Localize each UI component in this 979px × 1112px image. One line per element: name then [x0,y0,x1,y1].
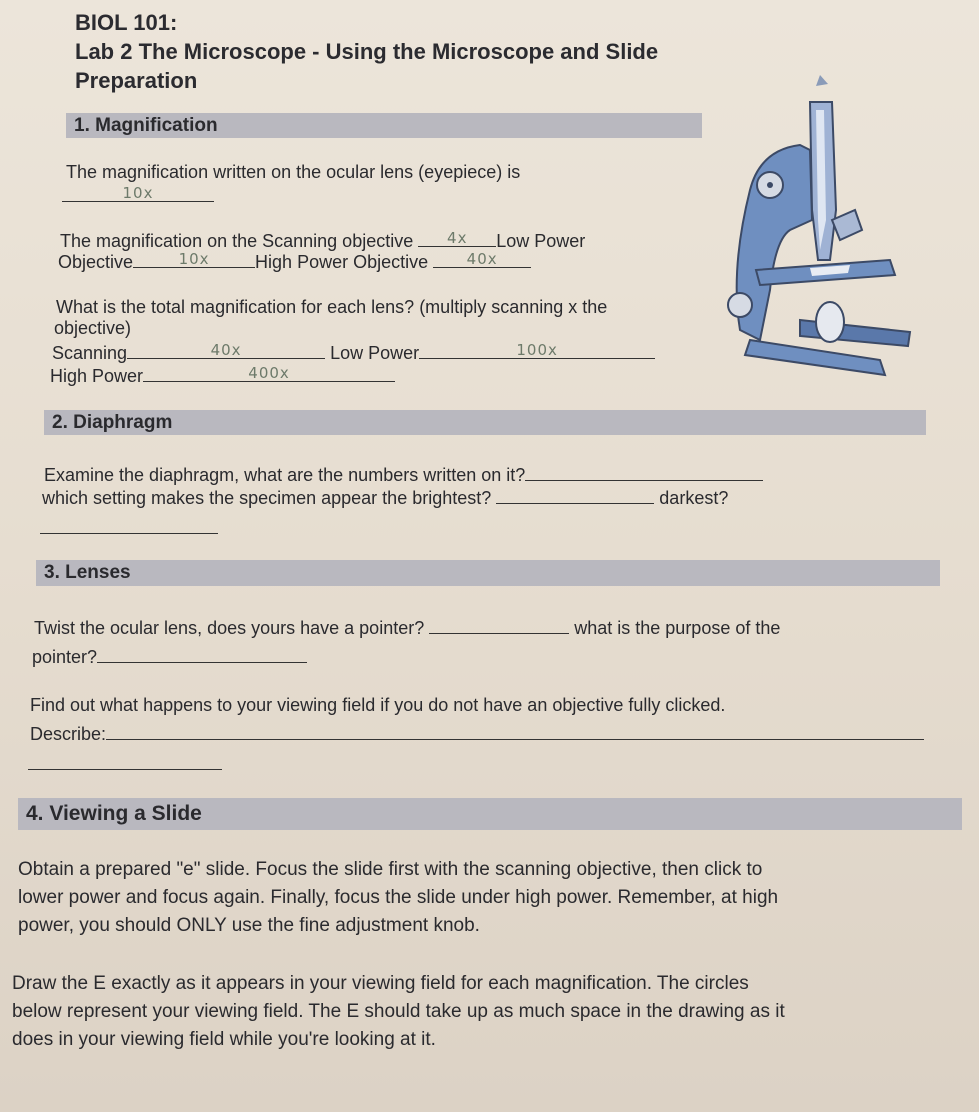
label-text: High Power Objective [255,252,429,272]
microscope-illustration [720,70,920,390]
handwritten-answer: 400x [248,364,290,382]
question-total-2 [54,318,131,339]
lab-title-line1: Lab 2 The Microscope - Using the Microscope and Slide [75,39,659,64]
label-text: darkest? [659,488,729,508]
label-text: Low Power [330,343,420,363]
answer-high-power-objective-field[interactable] [433,250,531,268]
handwritten-answer: 40x [210,341,242,359]
question-total [56,297,607,318]
answer-describe-field[interactable] [106,722,924,740]
handwritten-answer: 4x [447,229,468,247]
paragraph-line: lower power and focus again. Finally, focus the slide under high power. Remember, at high [18,887,779,908]
handwritten-answer: 10x [178,250,210,268]
answer-darkest-row [40,516,218,539]
total-row2 [50,364,395,387]
question-clicked [30,695,725,716]
answer-pointer-purpose-field[interactable] [97,645,307,663]
answer-describe-row2 [28,752,222,775]
handwritten-answer: 100x [516,341,558,359]
question-text: objective) [54,318,132,338]
answer-brightest-field[interactable] [496,486,654,504]
paragraph-line: power, you should ONLY use the fine adjustment knob. [18,915,480,936]
label-text: High Power [50,366,144,386]
label-text: Objective [58,252,134,272]
instructions-paragraph-2 [12,970,785,1054]
microscope-icon [720,70,920,390]
paragraph-line: below represent your viewing field. The E should take up as much space in the drawing as it [12,1001,785,1022]
section-heading-magnification [66,113,702,138]
question-text: The magnification on the Scanning objective [60,231,414,251]
question-pointer-purpose [32,645,307,668]
paragraph-line: Draw the E exactly as it appears in your viewing field for each magnification. The circles [12,973,749,994]
instructions-paragraph-1 [18,856,778,940]
question-describe [30,722,924,745]
answer-total-scanning-field[interactable] [127,341,325,359]
label-text: Low Power [496,231,586,251]
section-heading-text: 1. Magnification [74,114,218,136]
answer-pointer-field[interactable] [429,616,569,634]
section-heading-lenses [36,560,940,586]
question-text: which setting makes the specimen appear the brightest? [42,488,492,508]
section-heading-viewing-slide [18,798,962,830]
handwritten-answer: 40x [466,250,498,268]
question-text: The magnification written on the ocular lens (eyepiece) is [66,162,521,182]
handwritten-answer: 10x [122,184,154,202]
question-pointer [34,616,780,639]
section-heading-diaphragm [44,410,926,435]
total-row1 [52,341,655,364]
answer-describe-field-2[interactable] [28,752,222,770]
lab-title-line2: Preparation [75,68,198,93]
question-text: Find out what happens to your viewing field if you do not have an objective fully clicked. [30,695,726,715]
question-brightest [42,486,728,509]
answer-total-high-field[interactable] [143,364,395,382]
answer-low-power-objective-field[interactable] [133,250,255,268]
question-text: Examine the diaphragm, what are the numbers written on it? [44,465,526,485]
course-code: BIOL 101: [75,10,178,35]
paragraph-line: does in your viewing field while you're looking at it. [12,1029,436,1050]
label-text: Scanning [52,343,128,363]
section-heading-text: 3. Lenses [44,562,131,583]
answer-diaphragm-numbers-field[interactable] [525,463,763,481]
section-heading-text: 4. Viewing a Slide [26,802,202,825]
page-title [75,8,658,95]
answer-darkest-field[interactable] [40,516,218,534]
section-heading-text: 2. Diaphragm [52,411,173,433]
answer-ocular-field[interactable] [62,184,214,202]
question-text: Twist the ocular lens, does yours have a pointer? [34,618,425,638]
question-text: what is the purpose of the [574,618,781,638]
answer-scanning-objective-field[interactable] [418,229,496,247]
question-text: pointer? [32,647,98,667]
question-ocular [66,162,520,183]
answer-ocular-row [62,184,214,207]
label-text: Describe: [30,724,107,744]
paragraph-line: Obtain a prepared "e" slide. Focus the slide first with the scanning objective, then click to [18,859,763,880]
question-objectives-row1 [60,229,585,252]
question-text: What is the total magnification for each lens? (multiply scanning x the [56,297,608,317]
question-objectives-row2 [58,250,531,273]
question-diaphragm-numbers [44,463,763,486]
answer-total-low-field[interactable] [419,341,655,359]
